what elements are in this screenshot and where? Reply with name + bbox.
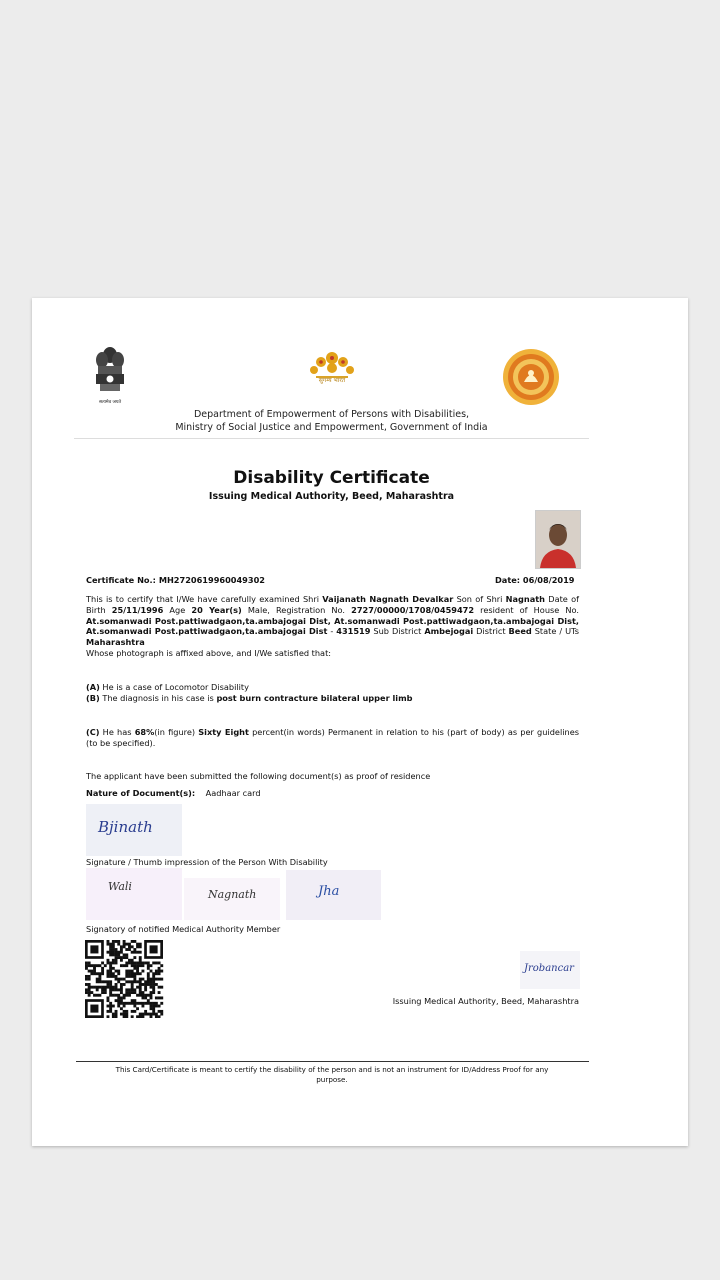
para-text: Age: [163, 604, 192, 615]
header-divider: [74, 438, 589, 439]
certificate-number: [86, 575, 265, 586]
footer-divider: [76, 1061, 589, 1062]
nature-value: Aadhaar card: [205, 788, 261, 798]
maharashtra-seal: [502, 348, 560, 406]
footer-note: This Card/Certificate is meant to certify the disability of the person and is not an instrument for ID/Address Proof for any purpose.: [115, 1065, 549, 1084]
certificate-subtitle: Issuing Medical Authority, Beed, Maharashtra: [208, 491, 455, 502]
clause-a-text: He is a case of Locomotor Disability: [99, 682, 249, 692]
date-of-birth: 25/11/1996: [111, 604, 164, 615]
logo-center-text: सुगम्य भारत: [318, 377, 346, 384]
para-closing: Whose photograph is affixed above, and I/We satisfied that:: [86, 647, 332, 658]
issuing-authority-label: Issuing Medical Authority, Beed, Maharashtra: [392, 996, 579, 1006]
clause-c-text: He has: [99, 727, 135, 737]
authority-signature-3: [286, 870, 381, 920]
clause-c-label: (C): [86, 727, 100, 737]
clause-c: [86, 727, 579, 749]
department-line-2: Ministry of Social Justice and Empowerment, Government of India: [175, 422, 488, 433]
issuing-signature-text: Jrobancar: [524, 963, 574, 974]
clause-c-text: percent(in words) Permanent in relation to his (part of body) as per guidelines (to be specified).: [86, 727, 579, 748]
clause-a: [86, 682, 579, 693]
para-text: -: [327, 626, 337, 637]
authority-signature-3-text: Jha: [318, 884, 340, 899]
disability-percent-words: Sixty Eight: [198, 727, 249, 737]
para-text: Date of Birth: [86, 594, 579, 615]
pin-code: 431519: [336, 626, 371, 637]
para-text: Son of Shri: [453, 594, 506, 604]
accessible-india-logo: [302, 346, 362, 394]
applicant-name: Vaijanath Nagnath Devalkar: [322, 594, 454, 604]
district: Beed: [508, 626, 532, 637]
department-line-1: Department of Empowerment of Persons with Disabilities,: [193, 409, 470, 420]
certification-paragraph: [86, 594, 579, 659]
father-name: Nagnath: [505, 594, 546, 604]
clause-c-text: (in figure): [154, 727, 199, 737]
emblem-motto: सत्यमेव जयते: [98, 400, 122, 405]
registration-number: 2727/00000/1708/0459472: [351, 604, 475, 615]
national-emblem: [92, 346, 128, 404]
applicant-signature: [86, 804, 182, 856]
certificate-title: Disability Certificate: [233, 468, 430, 488]
clause-b-text: The diagnosis in his case is: [99, 693, 217, 703]
certificate-page: [32, 298, 688, 1146]
para-text: Male, Registration No.: [241, 604, 352, 615]
para-text: State / UTs: [531, 626, 579, 637]
certificate-no-label: Certificate No.:: [86, 575, 156, 585]
state: Maharashtra: [86, 637, 145, 648]
para-text: This is to certify that I/We have carefully examined Shri: [86, 594, 323, 604]
nature-of-documents: [86, 788, 579, 799]
para-text: District: [473, 626, 509, 637]
age: 20 Year(s): [191, 604, 242, 615]
clause-b-label: (B): [86, 693, 100, 703]
date-value: 06/08/2019: [522, 575, 575, 585]
address: At.somanwadi Post.pattiwadgaon,ta.ambajogai Dist, At.somanwadi Post.pattiwadgaon,ta.ambajogai Dist, At.somanwadi Post.pattiwadgaon,ta.ambajogai Dist: [86, 615, 579, 637]
diagnosis: post burn contracture bilateral upper limb: [216, 693, 413, 703]
nature-label: Nature of Document(s):: [86, 788, 196, 798]
certificate-no-value: MH2720619960049302: [158, 575, 265, 585]
applicant-photo: [535, 510, 581, 569]
certificate-date: [495, 575, 574, 586]
authority-signature-1: [86, 868, 182, 920]
para-text: Sub District: [370, 626, 425, 637]
applicant-signature-label: Signature / Thumb impression of the Person With Disability: [86, 857, 328, 867]
sub-district: Ambejogai: [424, 626, 474, 637]
department-heading: [74, 408, 589, 434]
authority-signature-1-text: Wali: [108, 880, 132, 893]
date-label: Date:: [495, 575, 521, 585]
applicant-signature-text: Bjinath: [98, 818, 153, 836]
authority-signature-2-text: Nagnath: [208, 888, 257, 901]
signatory-label: Signatory of notified Medical Authority Member: [86, 924, 281, 934]
disability-percent: 68%: [134, 727, 155, 737]
clause-b: [86, 693, 579, 704]
qr-code: [85, 940, 165, 1018]
clause-a-label: (A): [86, 682, 100, 692]
para-text: resident of House No.: [474, 604, 580, 615]
authority-signature-2: [184, 878, 280, 920]
issuing-signature: [520, 951, 580, 989]
proof-text: The applicant have been submitted the following document(s) as proof of residence: [86, 771, 431, 781]
